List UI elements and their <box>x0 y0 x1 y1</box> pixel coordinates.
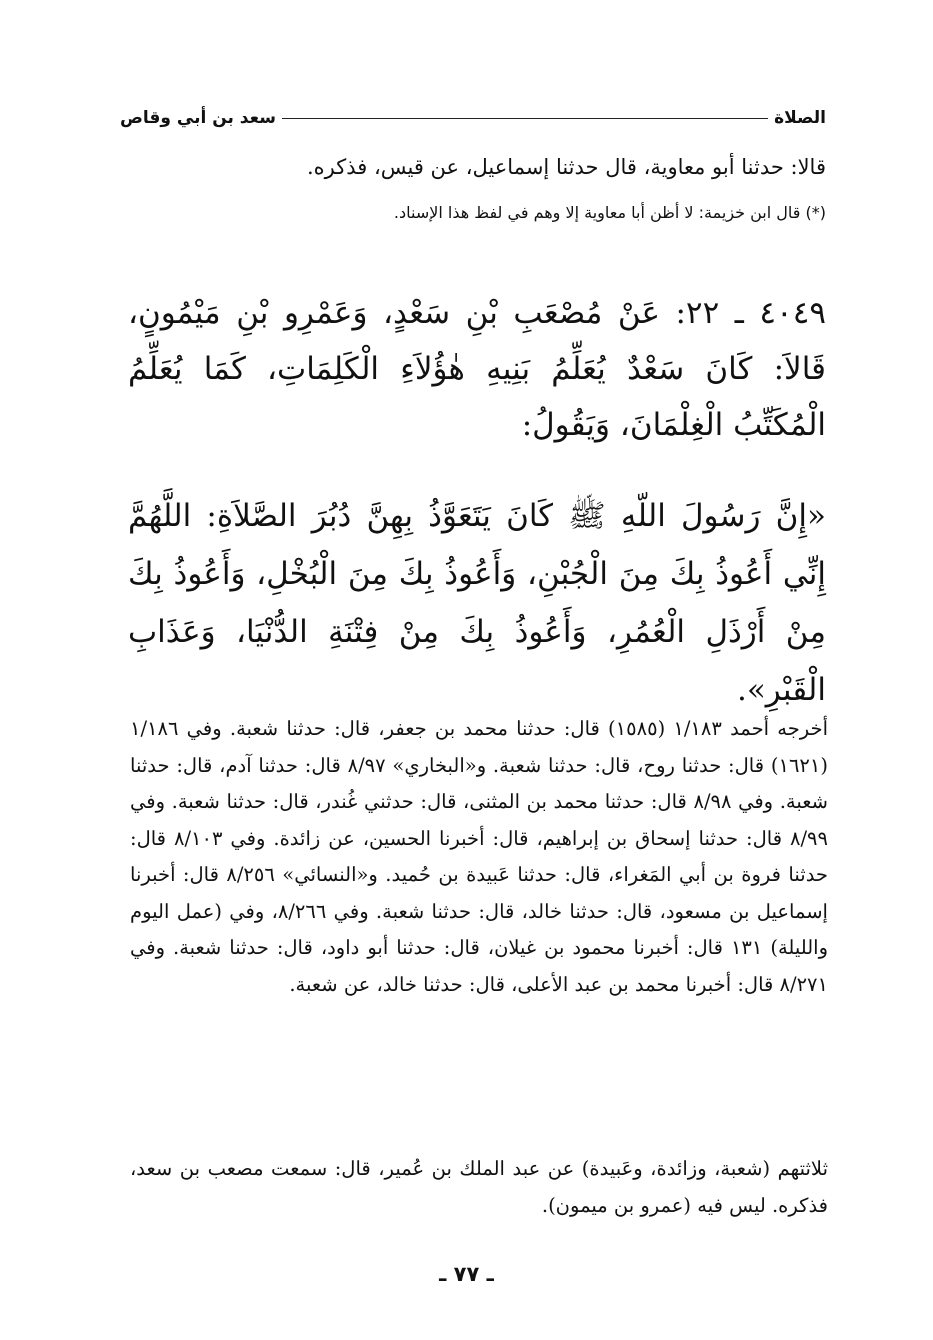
running-header <box>120 98 826 138</box>
header-rule <box>282 118 768 119</box>
summary-paragraph: ثلاثتهم (شعبة، وزائدة، وعَبيدة) عن عبد الملك بن عُمير، قال: سمعت مصعب بن سعد، فذكره. ليس فيه (عمرو بن ميمون). <box>130 1157 828 1217</box>
takhrij-paragraph: أخرجه أحمد ١/١٨٣ (١٥٨٥) قال: حدثنا محمد بن جعفر، قال: حدثنا شعبة. وفي ١/١٨٦ (١٦٢١) قال: حدثنا روح، قال: حدثنا شعبة. و«البخاري» ٨/٩٧ قال: حدثنا آدم، قال: حدثنا شعبة. وفي ٨/٩٨ قال: حدثنا محمد بن المثنى، قال: حدثني غُندر، قال: حدثنا شعبة. وفي ٨/٩٩ قال: حدثنا إسحاق بن إبراهيم، قال: أخبرنا الحسين، عن زائدة. وفي ٨/١٠٣ قال: حدثنا فروة بن أبي المَغراء، قال: حدثنا عَبيدة بن حُميد. و«النسائي» ٨/٢٥٦ قال: أخبرنا إسماعيل بن مسعود، قال: حدثنا خالد، قال: حدثنا شعبة. وفي ٨/٢٦٦، وفي (عمل اليوم والليلة) ١٣١ قال: أخبرنا محمود بن غيلان، قال: حدثنا أبو داود، قال: حدثنا شعبة. وفي ٨/٢٧١ قال: أخبرنا محمد بن عبد الأعلى، قال: حدثنا خالد، عن شعبة. <box>130 717 829 996</box>
header-author: سعد بن أبي وقاص <box>120 108 276 128</box>
header-chapter: الصلاة <box>774 108 826 128</box>
intro-line: قالا: حدثنا أبو معاوية، قال حدثنا إسماعيل، عن قيس، فذكره. <box>306 155 826 179</box>
footnote: (*) قال ابن خزيمة: لا أظن أبا معاوية إلا وهم في لفظ هذا الإسناد. <box>393 203 826 222</box>
hadith-text: «إِنَّ رَسُولَ اللّهِ ﷺ كَانَ يَتَعَوَّذُ بِهِنَّ دُبُرَ الصَّلاَةِ: اللَّهُمَّ إِنِّي أَعُوذُ بِكَ مِنَ الْجُبْنِ، وَأَعُوذُ بِكَ مِنَ الْبُخْلِ، وَأَعُوذُ بِكَ مِنْ أَرْذَلِ الْعُمُرِ، وَأَعُوذُ بِكَ مِنْ فِتْنَةِ الدُّنْيَا، وَعَذَابِ الْقَبْرِ». <box>128 498 826 708</box>
page-number: ـ ٧٧ ـ <box>439 1262 494 1286</box>
hadith-heading: ٤٠٤٩ ـ ٢٢: عَنْ مُصْعَبِ بْنِ سَعْدٍ، وَعَمْرِو بْنِ مَيْمُونٍ، قَالاَ: كَانَ سَعْدٌ يُعَلِّمُ بَنِيهِ هٰؤُلاَءِ الْكَلِمَاتِ، كَمَا يُعَلِّمُ الْمُكَتِّبُ الْغِلْمَانَ، وَيَقُولُ: <box>128 295 826 443</box>
